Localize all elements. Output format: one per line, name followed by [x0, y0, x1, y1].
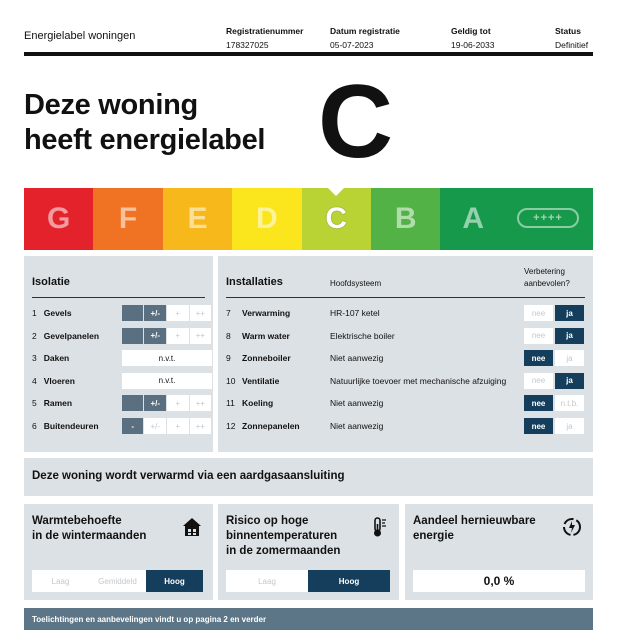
scale-letter-d: D	[256, 202, 278, 235]
row-number: 11	[226, 398, 235, 409]
row-system: HR-107 ketel	[330, 308, 380, 318]
row-number: 3	[32, 353, 37, 364]
hernieuwbare-title: Aandeel hernieuwbare energie	[413, 515, 536, 542]
row-number: 6	[32, 421, 37, 431]
isolatie-title: Isolatie	[32, 276, 70, 288]
energy-label-letter: C	[318, 64, 394, 180]
heating-notice: Deze woning wordt verwarmd via een aardgasaansluiting	[24, 458, 593, 496]
isolatie-row	[32, 349, 212, 367]
energy-label-scale	[24, 188, 593, 250]
header-datum-registratie: Datum registratie 05-07-2023	[330, 26, 400, 50]
row-name: Gevelpanelen	[43, 330, 100, 341]
verbetering-header: Verbetering aanbevolen?	[524, 267, 570, 288]
current-label-marker	[327, 187, 345, 196]
row-name: Vloeren	[43, 375, 75, 386]
scale-segment-a	[440, 188, 593, 250]
footer-note: Toelichtingen en aanbevelingen vindt u op pagina 2 en verder	[24, 608, 593, 630]
rating-value: n.v.t.	[122, 350, 212, 366]
rating-value: n.v.t.	[122, 373, 212, 389]
warmtebehoefte-title: Warmtebehoefte in de wintermaanden	[32, 515, 147, 542]
rating-cell: -	[122, 418, 144, 434]
scale-segment-c	[302, 188, 371, 250]
rating-cell: ++	[190, 305, 212, 321]
risico-option: Hoog	[308, 570, 390, 592]
warmtebehoefte-panel	[24, 504, 213, 600]
renewable-icon	[561, 516, 583, 538]
header-divider	[24, 52, 593, 56]
installatie-row	[226, 349, 586, 367]
isolatie-row	[32, 327, 212, 345]
isolatie-row	[32, 394, 212, 412]
row-number: 10	[226, 375, 236, 386]
scale-segment-d	[232, 188, 301, 250]
row-name: Koeling	[242, 398, 274, 409]
row-number: 12	[226, 421, 236, 431]
risico-option: Laag	[226, 570, 308, 592]
ja-option: ja	[555, 418, 584, 434]
rating-cell	[122, 305, 144, 321]
row-number: 7	[226, 308, 231, 318]
ja-option: ja	[555, 305, 584, 321]
row-number: 4	[32, 375, 37, 386]
installatie-row	[226, 372, 586, 390]
warmte-option: Gemiddeld	[89, 570, 146, 592]
header-geldig-tot: Geldig tot 19-06-2033	[451, 26, 495, 50]
nee-option: nee	[524, 305, 553, 321]
row-name: Buitendeuren	[43, 421, 99, 431]
scale-letter-c: C	[325, 202, 348, 235]
row-system: Niet aanwezig	[330, 421, 384, 431]
installaties-divider	[226, 297, 585, 298]
nee-option: nee	[524, 328, 553, 344]
header-registratienummer: Registratienummer 178327025	[226, 26, 304, 50]
rating-cell: +	[167, 328, 189, 344]
nee-option: nee	[524, 350, 553, 366]
row-name: Zonnepanelen	[242, 421, 300, 431]
rating-cell: ++	[190, 395, 212, 411]
nee-option: nee	[524, 373, 553, 389]
scale-letter-f: F	[118, 202, 138, 235]
isolatie-row	[32, 304, 212, 322]
isolatie-divider	[32, 297, 205, 298]
risico-scale	[226, 570, 390, 592]
rating-cell: ++	[190, 328, 212, 344]
row-system: Niet aanwezig	[330, 398, 384, 409]
hernieuwbare-panel	[405, 504, 593, 600]
ja-option: ja	[555, 328, 584, 344]
rating-cell: ++	[190, 418, 212, 434]
row-number: 1	[32, 308, 37, 318]
row-name: Zonneboiler	[242, 353, 291, 364]
house-icon	[181, 516, 203, 538]
warmte-option: Hoog	[146, 570, 203, 592]
ja-option: n.t.b.	[555, 395, 584, 411]
scale-segment-b	[371, 188, 440, 250]
rating-cell: +/-	[144, 395, 166, 411]
installatie-row	[226, 394, 586, 412]
risico-panel	[218, 504, 399, 600]
row-name: Gevels	[43, 308, 72, 318]
rating-cell	[122, 395, 144, 411]
header-status: Status Definitief	[555, 26, 589, 50]
thermometer-icon	[367, 516, 389, 538]
ja-option: ja	[555, 350, 584, 366]
installaties-panel	[218, 256, 593, 452]
row-system: Elektrische boiler	[330, 330, 395, 341]
headline: Deze woning heeft energielabel	[24, 89, 266, 156]
row-name: Daken	[43, 353, 70, 364]
ja-option: ja	[555, 373, 584, 389]
rating-cell: +	[167, 418, 189, 434]
document-title: Energielabel woningen	[24, 30, 136, 42]
row-name: Verwarming	[242, 308, 291, 318]
plus-label-badge: ++++	[517, 208, 579, 228]
nee-option: nee	[524, 418, 553, 434]
nee-option: nee	[524, 395, 553, 411]
isolatie-row	[32, 372, 212, 390]
rating-cell: +/-	[144, 305, 166, 321]
row-system: Niet aanwezig	[330, 353, 384, 364]
rating-cell: +	[167, 395, 189, 411]
warmtebehoefte-scale	[32, 570, 203, 592]
scale-segment-f	[93, 188, 162, 250]
scale-letter-b: B	[394, 202, 417, 235]
rating-cell: +	[167, 305, 189, 321]
scale-segment-g	[24, 188, 93, 250]
row-name: Warm water	[242, 330, 290, 341]
row-name: Ramen	[43, 398, 73, 409]
row-number: 9	[226, 353, 231, 364]
row-number: 2	[32, 330, 37, 341]
installatie-row	[226, 304, 586, 322]
scale-letter-a: A	[462, 202, 485, 235]
scale-segment-e	[163, 188, 232, 250]
isolatie-row	[32, 417, 212, 435]
row-name: Ventilatie	[242, 375, 280, 386]
isolatie-panel	[24, 256, 213, 452]
row-number: 5	[32, 398, 37, 409]
warmte-option: Laag	[32, 570, 89, 592]
scale-letter-g: G	[47, 202, 71, 235]
rating-cell: +/-	[144, 418, 166, 434]
hoofdsysteem-header: Hoofdsysteem	[330, 279, 382, 288]
hernieuwbare-value: 0,0 %	[413, 570, 585, 592]
rating-cell	[122, 328, 144, 344]
risico-title: Risico op hoge binnentemperaturen in de zomermaanden	[226, 515, 341, 557]
rating-cell: +/-	[144, 328, 166, 344]
installatie-row	[226, 327, 586, 345]
installaties-title: Installaties	[226, 276, 283, 288]
row-number: 8	[226, 330, 231, 341]
row-system: Natuurlijke toevoer met mechanische afzuiging	[330, 375, 507, 386]
scale-letter-e: E	[187, 202, 208, 235]
installatie-row	[226, 417, 586, 435]
